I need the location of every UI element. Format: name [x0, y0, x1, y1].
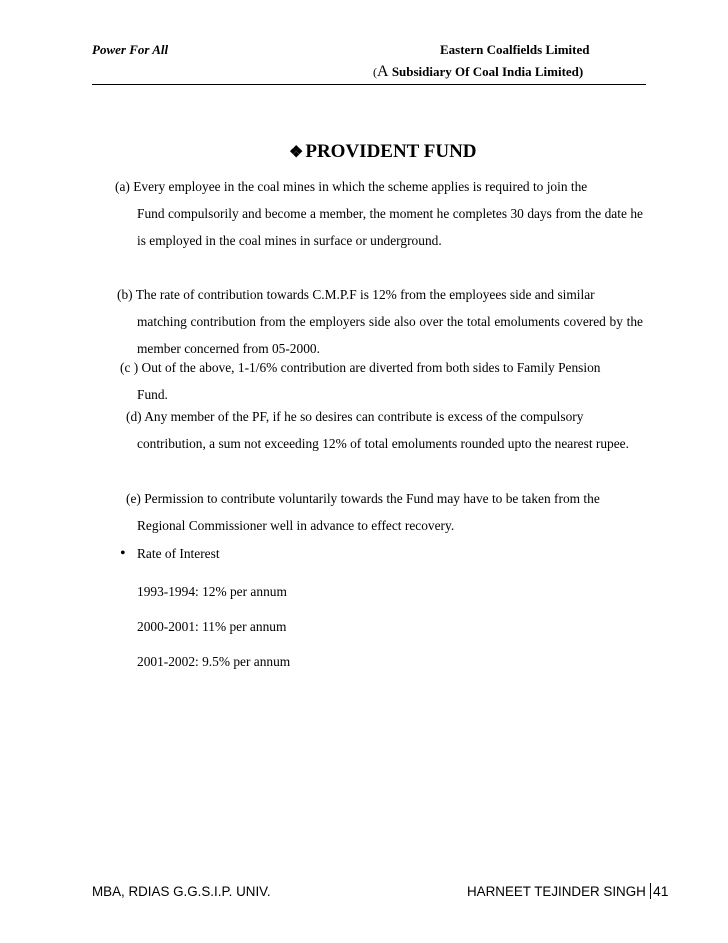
interest-rate-1993: 1993-1994: 12% per annum [137, 584, 287, 599]
header-rule [92, 84, 646, 85]
header-subsidiary [373, 63, 583, 81]
header-paren: ( [373, 65, 377, 79]
paragraph-e-body: Regional Commissioner well in advance to effect recovery. [137, 518, 455, 533]
paragraph-c-body: Fund. [137, 387, 168, 402]
paragraph-b-first-line: (b) The rate of contribution towards C.M.P.F is 12% from the employees side and similar [117, 287, 595, 302]
page-title [289, 141, 477, 163]
paragraph-a-body: Fund compulsorily and become a member, the moment he completes 30 days from the date he is employed in the coal mines in surface or underground. [137, 206, 643, 248]
interest-rate-2001: 2001-2002: 9.5% per annum [137, 654, 291, 669]
page-title-text: PROVIDENT FUND [305, 141, 477, 162]
footer-institution: MBA, RDIAS G.G.S.I.P. UNIV. [92, 884, 271, 899]
header-subsidiary-text: Subsidiary Of Coal India Limited) [388, 64, 584, 79]
paragraph-a-first-line: (a) Every employee in the coal mines in which the scheme applies is required to join the [115, 179, 588, 194]
footer-author: HARNEET TEJINDER SINGH [467, 884, 646, 899]
paragraph-d-body: contribution, a sum not exceeding 12% of total emoluments rounded upto the nearest rupee. [137, 436, 629, 451]
paragraph-c-first-line: (c ) Out of the above, 1-1/6% contribution are diverted from both sides to Family Pension [120, 360, 601, 375]
paragraph-a [115, 173, 643, 254]
paragraph-b [117, 281, 643, 362]
bullet-icon: • [120, 545, 126, 562]
interest-rate-2000: 2000-2001: 11% per annum [137, 619, 287, 634]
header-tagline: Power For All [92, 42, 169, 57]
diamond-bullet-icon: ❖ [289, 144, 304, 161]
paragraph-c [120, 354, 643, 408]
paragraph-e [126, 485, 643, 539]
paragraph-e-first-line: (e) Permission to contribute voluntarily towards the Fund may have to be taken from the [126, 491, 600, 506]
interest-label: Rate of Interest [137, 546, 220, 561]
paragraph-b-body: matching contribution from the employers side also over the total emoluments covered by the member concerned from 05-2000. [137, 314, 643, 356]
header-big-a: A [377, 63, 389, 80]
paragraph-d-first-line: (d) Any member of the PF, if he so desires can contribute is excess of the compulsory [126, 409, 584, 424]
page-number: 41 [650, 883, 669, 899]
paragraph-d [126, 403, 643, 457]
header-company: Eastern Coalfields Limited [440, 42, 590, 57]
